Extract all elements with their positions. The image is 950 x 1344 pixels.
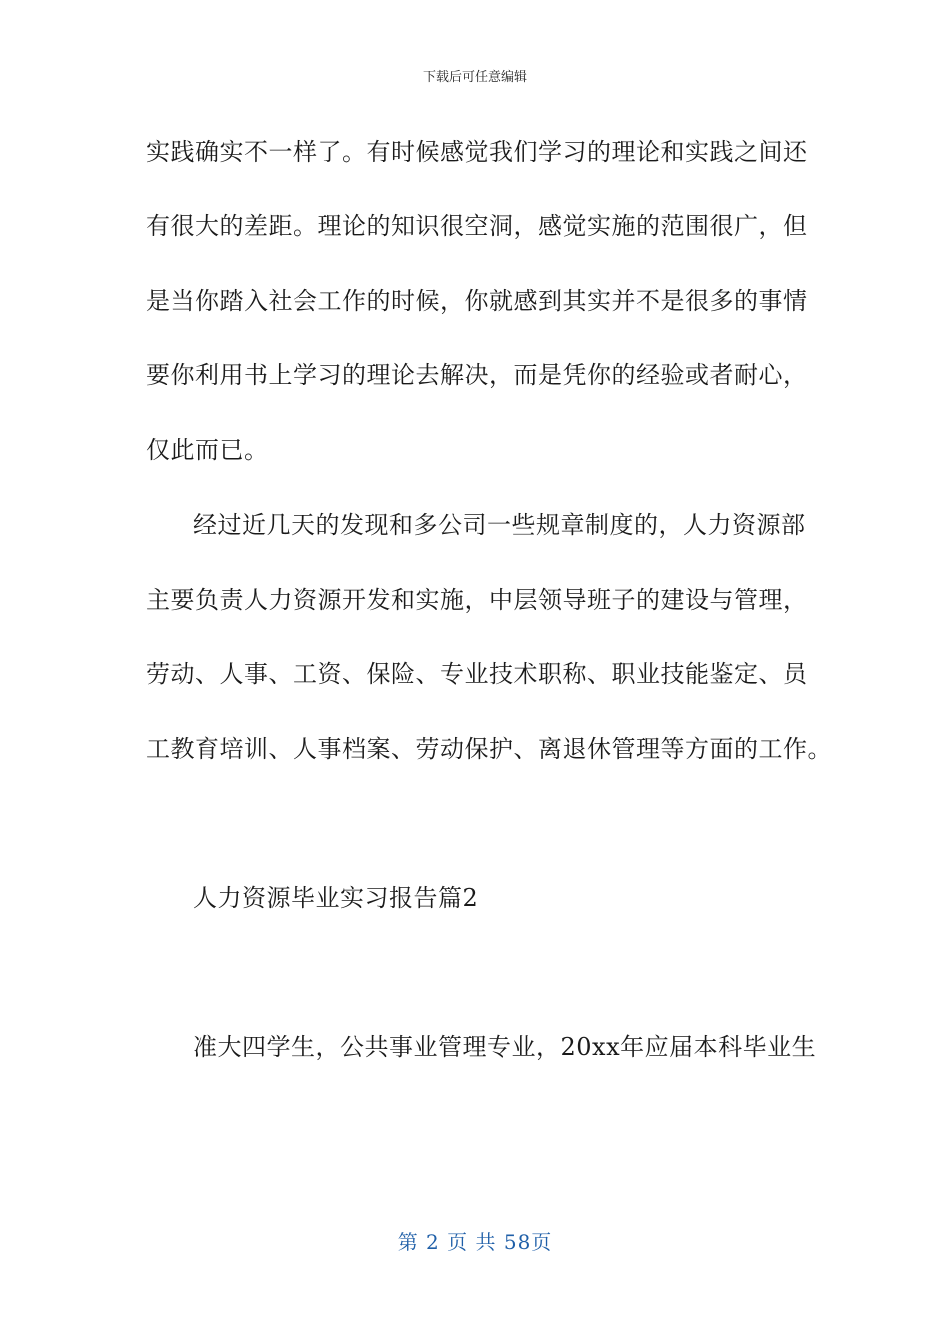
intro-line: 准大四学生，公共事业管理专业，20xx年应届本科毕业生 [193,1033,817,1061]
paragraph-2-line-1: 经过近几天的发现和多公司一些规章制度的，人力资源部 [193,511,806,539]
page-number-footer: 第 2 页 共 58页 [397,1230,553,1254]
page-header: 下载后可任意编辑 [422,70,527,85]
paragraph-1-line-1: 实践确实不一样了。有时候感觉我们学习的理论和实践之间还 [146,138,808,166]
paragraph-1-line-2: 有很大的差距。理论的知识很空洞，感觉实施的范围很广，但 [146,212,808,240]
paragraph-1-line-5: 仅此而已。 [146,436,269,464]
paragraph-2-line-3: 劳动、人事、工资、保险、专业技术职称、职业技能鉴定、员 [146,660,808,688]
paragraph-1-line-4: 要你利用书上学习的理论去解决，而是凭你的经验或者耐心， [146,361,808,389]
paragraph-2-line-2: 主要负责人力资源开发和实施，中层领导班子的建设与管理， [146,586,808,614]
paragraph-2-line-4: 工教育培训、人事档案、劳动保护、离退休管理等方面的工作。 [146,735,832,763]
paragraph-1-line-3: 是当你踏入社会工作的时候，你就感到其实并不是很多的事情 [146,287,808,315]
section-title: 人力资源毕业实习报告篇2 [193,884,479,912]
